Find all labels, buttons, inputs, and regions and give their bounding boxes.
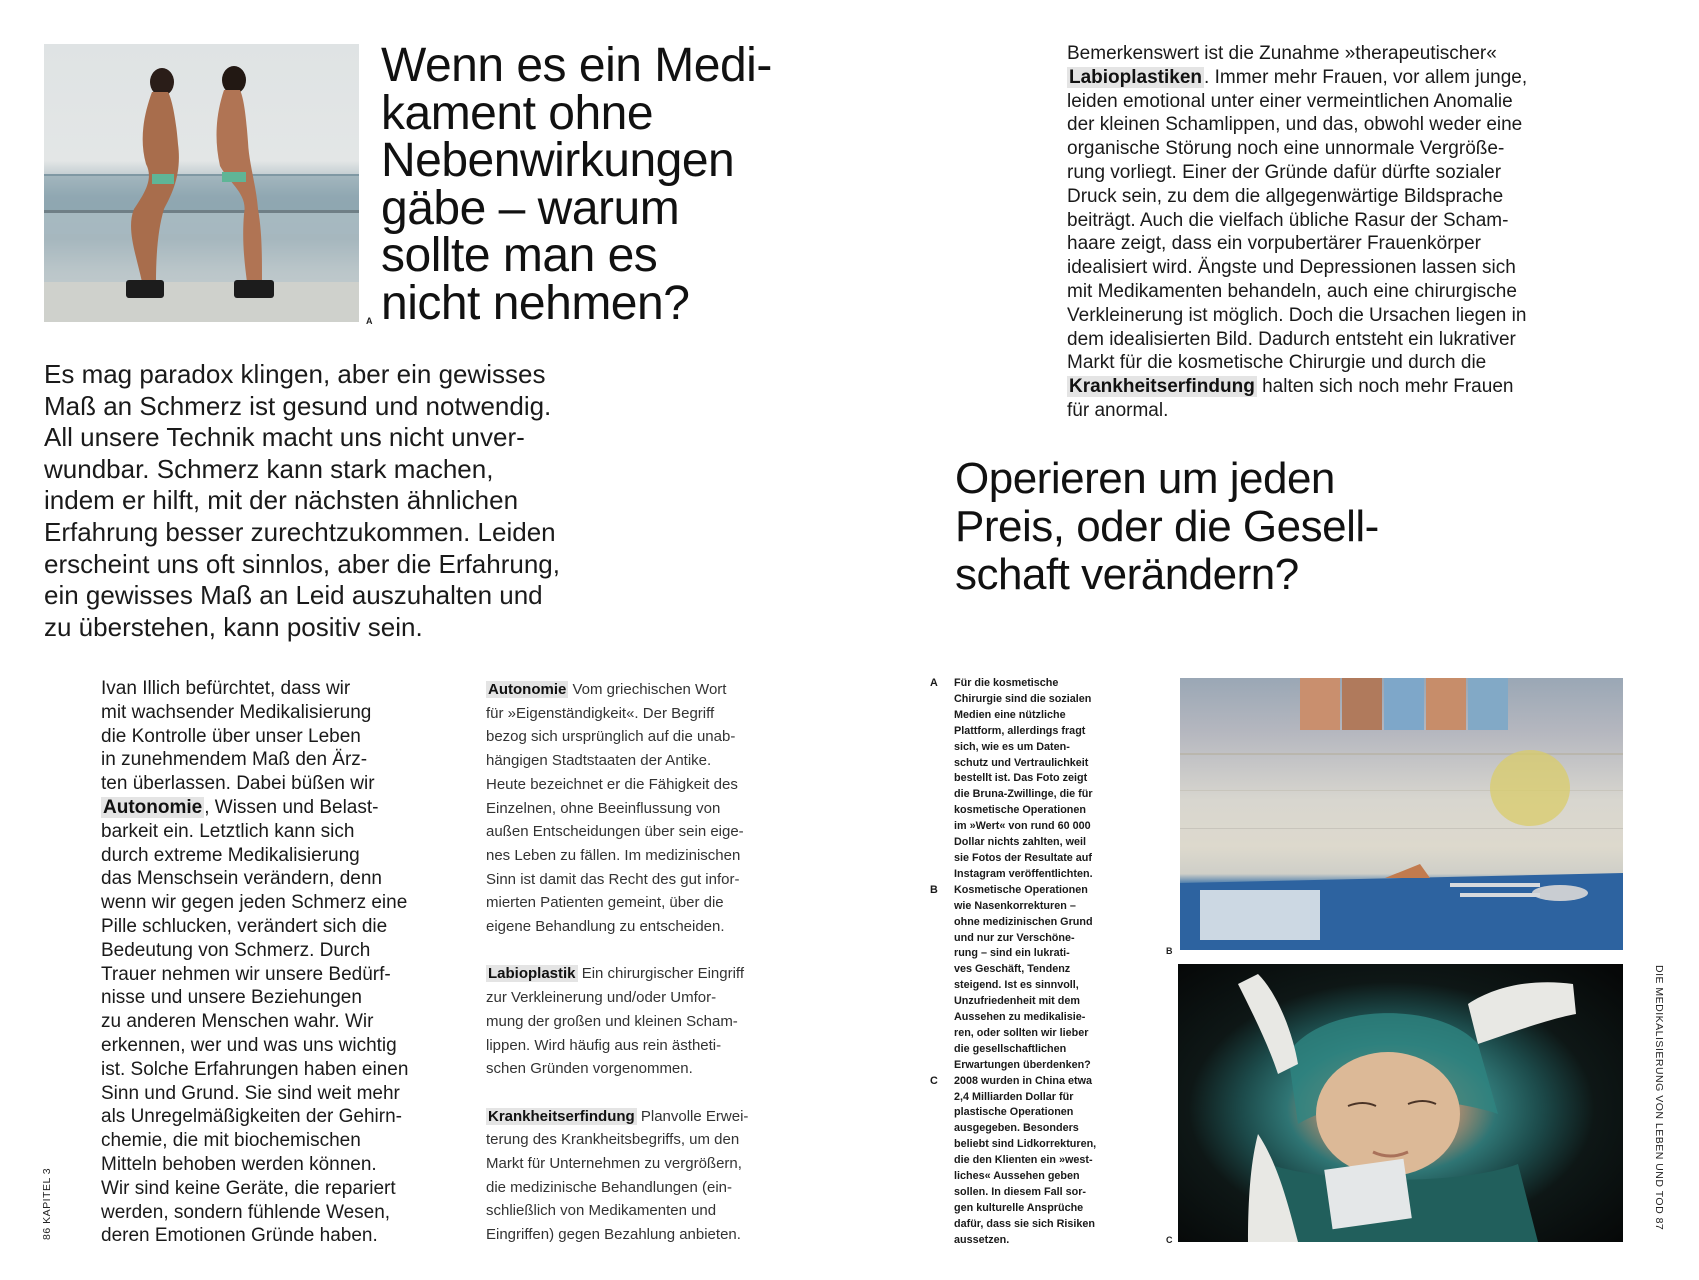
photo-a-twins xyxy=(44,44,359,322)
figure-c-letter: C xyxy=(1166,1235,1173,1245)
intro-paragraph: Es mag paradox klingen, aber ein gewisses Maß an Schmerz ist gesund und notwendig. All unsere Technik macht uns nicht unver- wundbar. Schmerz kann stark machen, indem er hilft, mit der nächsten ähnlichen Erfahrung besser zurechtzukommen. Leiden erscheint uns oft sinnlos, aber die Erfahrung, ein gewisses Maß an Leid auszuhalten und zu überstehen, kann positiv sein. xyxy=(44,359,560,642)
body-text-part-2: , Wissen und Belast- barkeit ein. Letztlich kann sich durch extreme Medikalisierung das Menschsein verändern, denn wenn wir gegen jeden Schmerz eine Pille schlucken, verändert sich die Bedeutung von Schmerz. Durch Trauer nehmen wir unsere Bedürf- nisse und unsere Beziehungen zu anderen Menschen wahr. Wir erkennen, wer und was uns wichtig ist. Solche Erfahrungen haben einen Sinn und Grund. Sie sind weit mehr als Unregelmäßigkeiten der Gehirn- chemie, die mit biochemischen Mitteln behoben werden können. Wir sind keine Geräte, die repariert werden, sondern fühlende Wesen, deren Emotionen Gründe haben. xyxy=(101,796,409,1247)
term-krankheitserfindung: Krankheitserfindung xyxy=(1069,376,1255,398)
glossary-term: Labioplastik xyxy=(488,965,576,983)
photo-c-eyelid-surgery xyxy=(1178,964,1623,1242)
right-text-part-1: Bemerkenswert ist die Zunahme »therapeutischer« xyxy=(1067,43,1497,64)
body-text-part-1: Ivan Illich befürchtet, dass wir mit wachsender Medikalisierung die Kontrolle über unser Leben in zunehmendem Maß den Ärz- ten überlassen. Dabei büßen wir xyxy=(101,678,375,795)
glossary-definition: Vom griechischen Wort für »Eigenständigkeit«. Der Begriff bezog sich ursprünglich auf die unab- hängigen Stadtstaaten der Antike. Heute bezeichnet er die Fähigkeit des Einzelnen, ohne Beeinflussung von außen Entscheidungen über sein eige- nes Leben zu fällen. Im medizinischen Sinn ist damit das Recht des gut infor- mierten Patienten gemeint, über die eigene Behandlung zu entscheiden. xyxy=(486,681,744,936)
right-text-part-3: halten sich noch mehr Frauen für anormal. xyxy=(1067,376,1514,421)
glossary-term: Krankheitserfindung xyxy=(488,1107,635,1125)
term-labioplastiken: Labioplastiken xyxy=(1069,66,1203,88)
glossary-entry xyxy=(486,678,766,939)
figure-captions xyxy=(930,676,1100,1249)
right-page-folio: DIE MEDIKALISIERUNG VON LEBEN UND TOD 87 xyxy=(1653,965,1665,1231)
glossary-term: Autonomie xyxy=(488,681,567,698)
glossary-definition: Planvolle Erwei- terung des Krankheitsbegriffs, um den Markt für Unternehmen zu vergrößern, die medizinische Behandlungen (ein- schließlich von Medikamenten und Eingriffen) gegen Bezahlung anbieten. xyxy=(486,1107,749,1244)
left-page-headline: Wenn es ein Medi- kament ohne Nebenwirkungen gäbe – warum sollte man es nicht nehmen? xyxy=(381,39,772,330)
right-top-paragraph xyxy=(1067,42,1567,423)
glossary-definition: Ein chirurgischer Eingriff zur Verkleinerung und/oder Umfor- mung der großen und kleinen Scham- lippen. Wird häufig aus rein ästheti- schen Gründen vorgenommen. xyxy=(486,965,744,1078)
right-page-headline: Operieren um jeden Preis, oder die Gesell- schaft verändern? xyxy=(955,454,1379,599)
photo-a-illustration xyxy=(44,44,359,322)
figure-a-letter: A xyxy=(366,316,373,326)
caption-text: Kosmetische Operationen wie Nasenkorrekturen – ohne medizinischen Grund und nur zur Verschöne- rung – sind ein lukrati- ves Geschäft, Tendenz steigend. Ist es sinnvoll, Unzufriedenheit mit dem Aussehen zu medikalisie- ren, oder sollten wir lieber die gesellschaftlichen Erwartungen überdenken? xyxy=(954,883,1093,1071)
caption-text: 2008 wurden in China etwa 2,4 Milliarden Dollar für plastische Operationen ausgegeben. Besonders beliebt sind Lidkorrekturen, die den Klienten ein »west- liches« Aussehen geben sollen. In diesem Fall sor- gen kulturelle Ansprüche dafür, dass sie sich Risiken aussetzen. xyxy=(954,1074,1097,1246)
glossary-entry xyxy=(486,962,766,1081)
caption-letter: B xyxy=(930,883,938,896)
caption-letter: C xyxy=(930,1074,938,1087)
caption-c xyxy=(930,1074,1100,1249)
left-page-folio: 86 KAPITEL 3 xyxy=(41,1167,53,1240)
photo-b-illustration xyxy=(1180,678,1623,950)
glossary-entry xyxy=(486,1105,766,1247)
caption-letter: A xyxy=(930,677,938,689)
glossary-column xyxy=(486,678,766,1271)
body-column xyxy=(101,677,431,1248)
caption-text: Für die kosmetische Chirurgie sind die sozialen Medien eine nützliche Plattform, allerdings fragt sich, wie es um Daten- schutz und Vertraulichkeit bestellt ist. Das Foto zeigt die Bruna-Zwillinge, die für kosmetische Operationen im »Wert« von rund 60 000 Dollar nichts zahlten, weil sie Fotos der Resultate auf Instagram veröffentlichten. xyxy=(954,677,1093,880)
figure-b-letter: B xyxy=(1166,946,1173,956)
term-autonomie: Autonomie xyxy=(103,796,203,818)
right-text-part-2: . Immer mehr Frauen, vor allem junge, leiden emotional unter einer vermeintlichen Anomalie der kleinen Schamlippen, und das, obwohl weder eine organische Störung noch eine unnormale Vergröße- rung vorliegt. Einer der Gründe dafür dürfte sozialer Druck sein, zu dem die allgegenwärtige Bildsprache beiträgt. Auch die vielfach übliche Rasur der Scham- haare zeigt, dass ein vorpubertärer Frauenkörper idealisiert wird. Ängste und Depressionen lassen sich mit Medikamenten behandeln, auch eine chirurgische Verkleinerung ist möglich. Doch die Ursachen liegen in dem idealisierten Bild. Dadurch entsteht ein lukrativer Markt für die kosmetische Chirurgie und durch die xyxy=(1067,66,1528,374)
caption-b xyxy=(930,883,1100,1074)
photo-c-illustration xyxy=(1178,964,1623,1242)
caption-a xyxy=(930,676,1100,883)
photo-b-operating-room xyxy=(1180,678,1623,950)
